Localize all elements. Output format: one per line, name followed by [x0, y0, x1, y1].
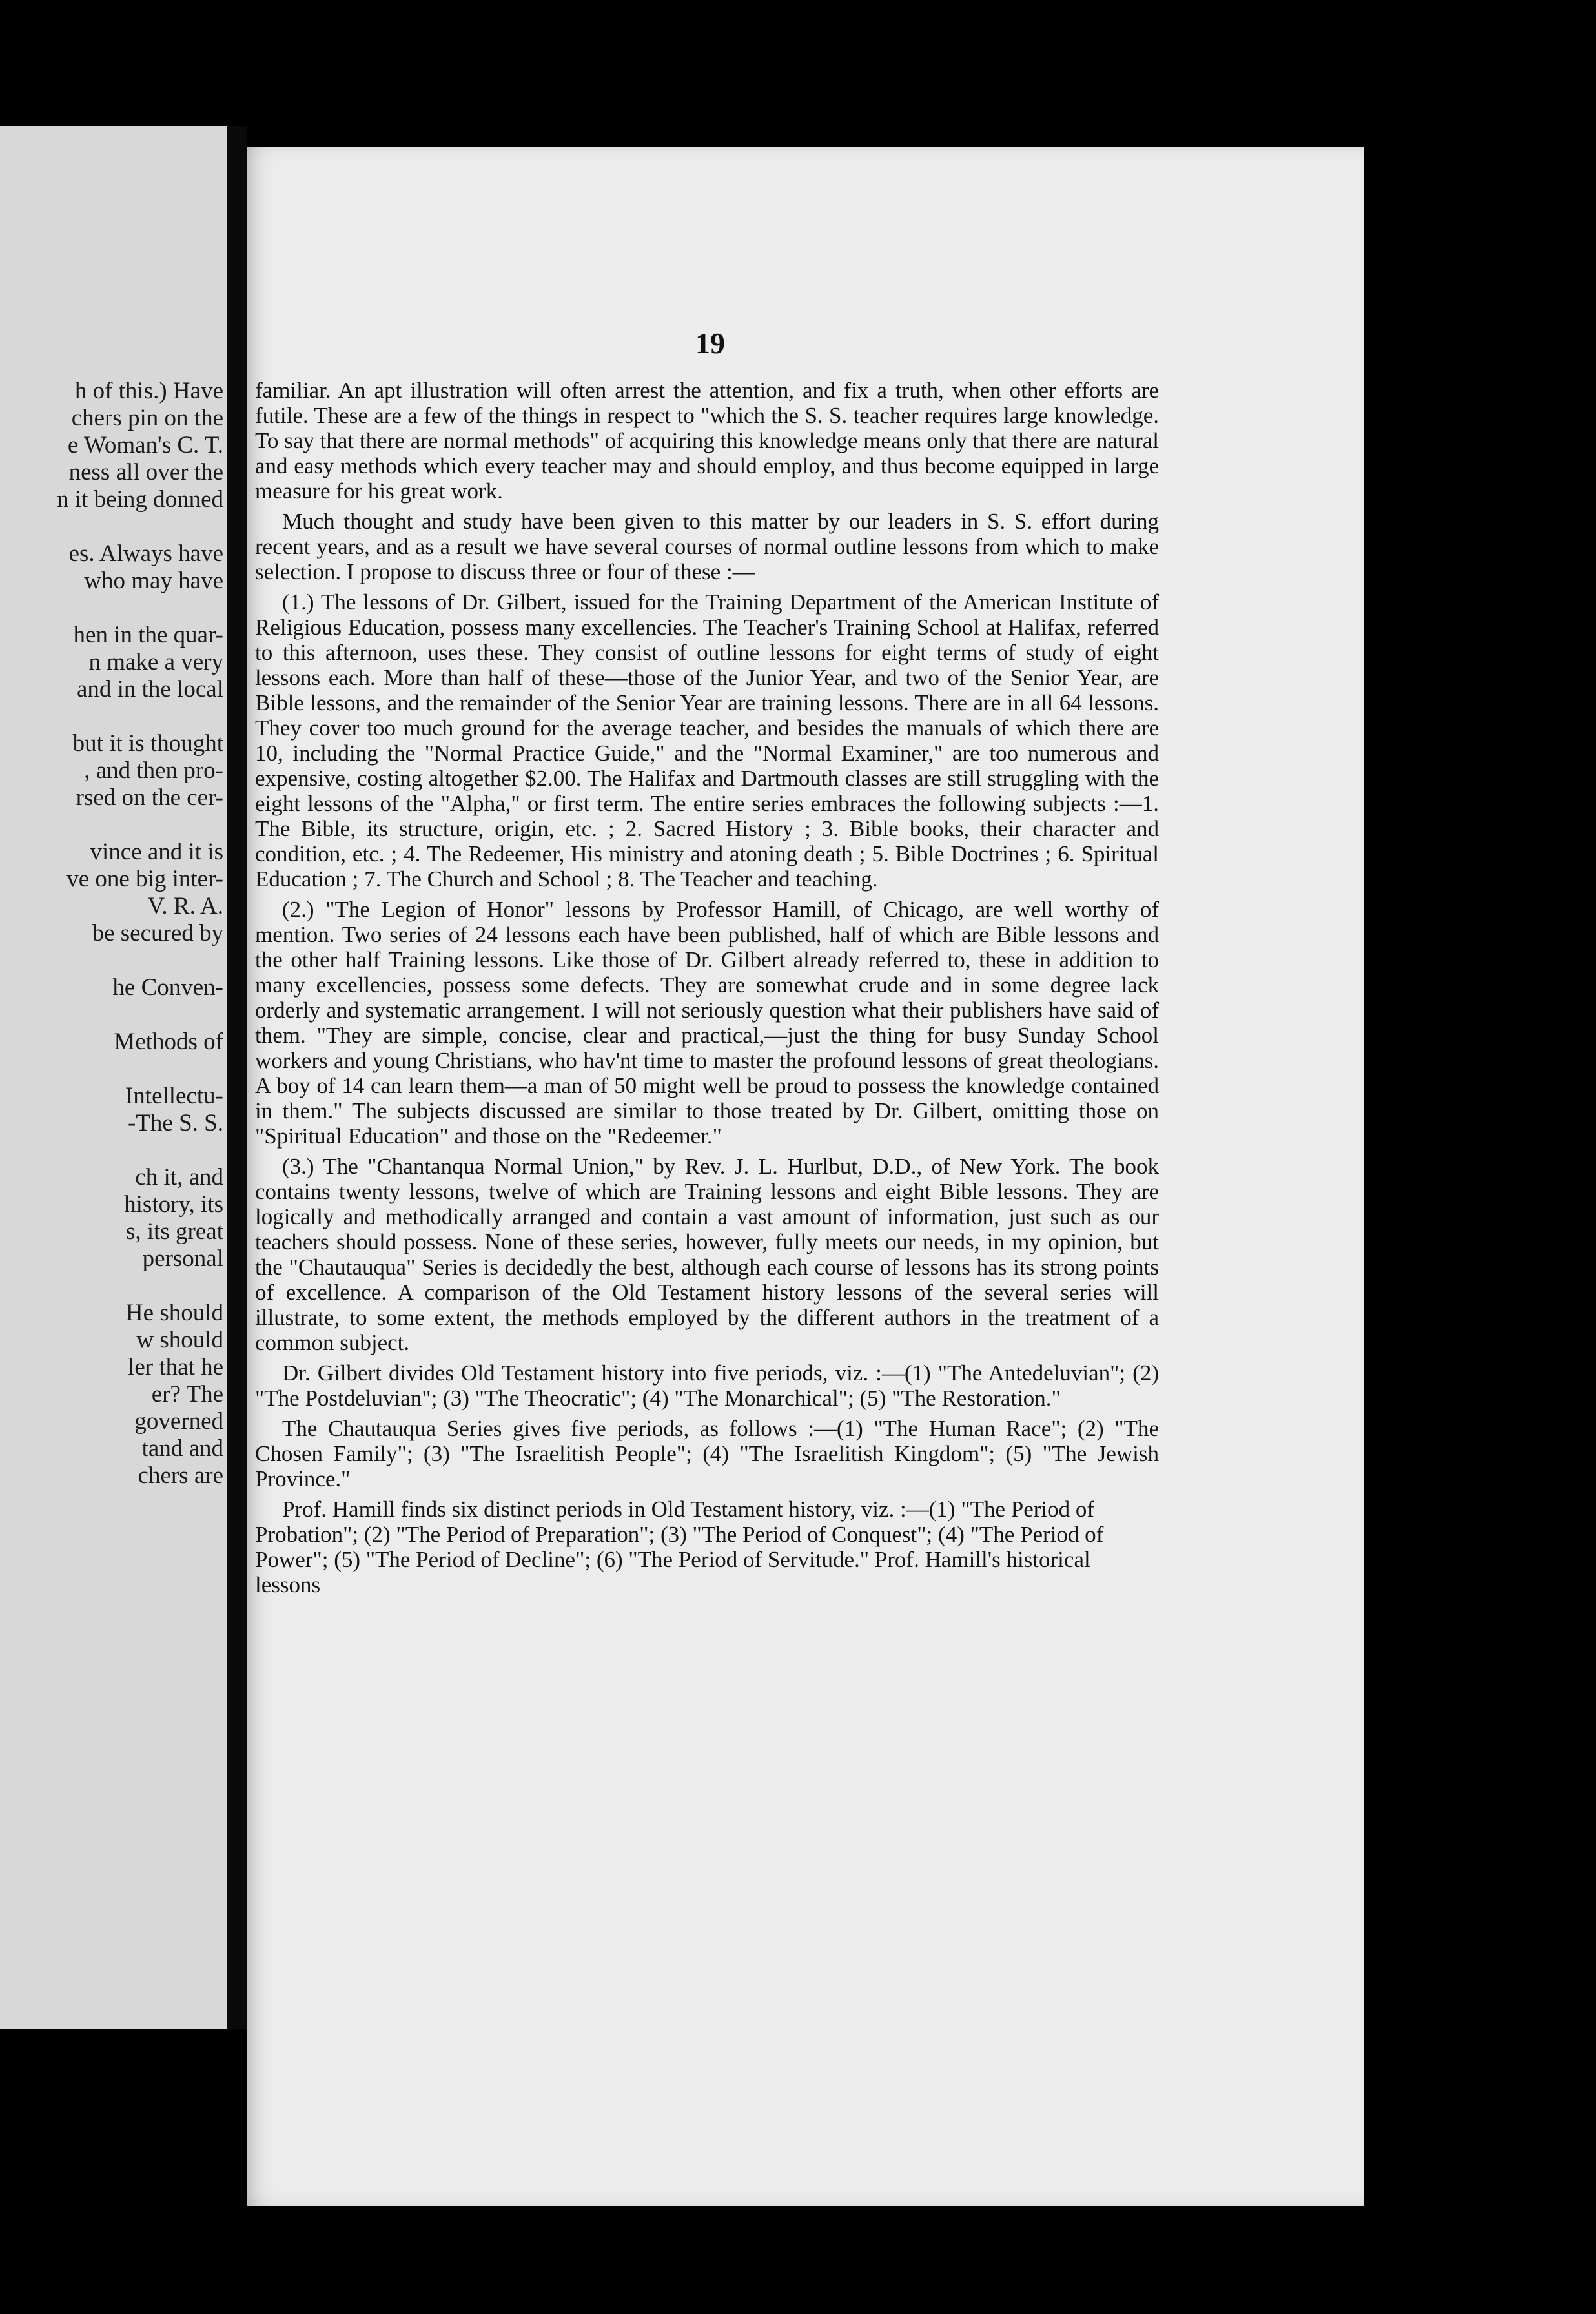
paragraph-hamill-periods: Prof. Hamill finds six distinct periods in Old Testament history, viz. :—(1) "The Period of Probation"; (2) "The Period of Preparation"; (3) "The Period of Conquest"; (4) "The Period of Power"; (5) "The Period of Decline"; (6) "The Period of Servitude." Prof. Hamill's historical lessons — [255, 1497, 1104, 1597]
facing-page-line: e Woman's C. T. — [67, 432, 223, 458]
paragraph-gilbert-lessons: (1.) The lessons of Dr. Gilbert, issued for the Training Department of the American Institute of Religious Education, possess many excellencies. The Teacher's Training School at Halifax, referred to this afternoon, uses these. They consist of outline lessons for eight terms of study of eight lessons each. More than half of these—those of the Junior Year, and two of the Senior Year, are Bible lessons, and the remainder of the Senior Year are training lessons. There are in all 64 lessons. They cover too much ground for the average teacher, and besides the manuals of which there are 10, including the "Normal Practice Guide," and the "Normal Examiner," are too numerous and expensive, costing altogether $2.00. The Halifax and Dartmouth classes are still struggling with the eight lessons of the "Alpha," or first term. The entire series embraces the following subjects :—1. The Bible, its structure, origin, etc. ; 2. Sacred History ; 3. Bible books, their character and condition, etc. ; 4. The Redeemer, His ministry and atoning death ; 5. Bible Doctrines ; 6. Spiritual Education ; 7. The Church and School ; 8. The Teacher and teaching. — [255, 589, 1159, 892]
facing-page-line: n it being donned — [57, 486, 223, 513]
facing-page-line: n make a very — [88, 649, 223, 675]
facing-page-line: He should — [125, 1300, 223, 1326]
paragraph-chautauqua-union: (3.) The "Chantanqua Normal Union," by Rev. J. L. Hurlbut, D.D., of New York. The book contains twenty lessons, twelve of which are Training lessons and eight Bible lessons. They are logically and methodically arranged and contain a vast amount of information, just such as our teachers should possess. None of these series, however, fully meets our needs, in my opinion, but the "Chautauqua" Series is decidedly the best, although each course of lessons has its strong points of excellence. A comparison of the Old Testament history lessons of the several series will illustrate, to some extent, the methods employed by the different authors in the treatment of a common subject. — [255, 1154, 1159, 1355]
facing-page-line: w should — [136, 1327, 223, 1353]
facing-page-line: h of this.) Have — [74, 378, 223, 404]
facing-page-line: history, its — [124, 1191, 223, 1218]
paragraph-gilbert-periods: Dr. Gilbert divides Old Testament history into five periods, viz. :—(1) "The Antedeluvian"; (2) "The Postdeluvian"; (3) "The Theocratic"; (4) "The Monarchical"; (5) "The Restoration." — [255, 1360, 1159, 1411]
facing-page-line: who may have — [84, 568, 223, 594]
facing-page-line: er? The — [151, 1381, 223, 1408]
facing-page-line: hen in the quar- — [73, 622, 223, 648]
paragraph-much-thought: Much thought and study have been given to this matter by our leaders in S. S. effort during recent years, and as a result we have several courses of normal outline lessons from which to make selection. I propose to discuss three or four of these :— — [255, 509, 1159, 584]
book-gutter — [227, 126, 247, 2029]
facing-page-line: tand and — [141, 1435, 223, 1462]
facing-page-line: ness all over the — [68, 459, 223, 486]
facing-page-line: rsed on the cer- — [76, 784, 223, 811]
facing-page-line: , and then pro- — [84, 757, 223, 784]
paragraph-familiar: familiar. An apt illustration will often arrest the attention, and fix a truth, when other efforts are futile. These are a few of the things in respect to "which the S. S. teacher requires large knowledge. To say that there are normal methods" of acquiring this knowledge means only that there are natural and easy methods which every teacher may and should employ, and thus become equipped in large measure for his great work. — [255, 378, 1159, 504]
facing-page-line: s, its great — [125, 1218, 223, 1245]
facing-page-line: ve one big inter- — [66, 866, 223, 892]
facing-page-line: Intellectu- — [125, 1083, 223, 1109]
facing-page-line: he Conven- — [112, 974, 223, 1001]
facing-page-line: chers are — [138, 1462, 223, 1489]
facing-page-line: V. R. A. — [147, 893, 223, 919]
facing-page-line: es. Always have — [68, 540, 223, 567]
facing-page-line: ch it, and — [135, 1164, 223, 1191]
facing-page-line: ler that he — [128, 1354, 223, 1380]
page-body — [255, 378, 1159, 1602]
facing-page-line: governed — [134, 1408, 223, 1435]
facing-page-line: but it is thought — [72, 730, 223, 757]
facing-page-line: be secured by — [92, 920, 223, 947]
facing-page-line: Methods of — [114, 1029, 223, 1055]
facing-page-line: -The S. S. — [128, 1110, 223, 1136]
facing-page-line: personal — [142, 1245, 223, 1272]
paragraph-chautauqua-periods: The Chautauqua Series gives five periods, as follows :—(1) "The Human Race"; (2) "The Chosen Family"; (3) "The Israelitish People"; (4) "The Israelitish Kingdom"; (5) "The Jewish Province." — [255, 1416, 1159, 1491]
facing-page-line: and in the local — [76, 676, 223, 702]
facing-page — [0, 126, 227, 2029]
page-number: 19 — [695, 327, 725, 360]
facing-page-line: vince and it is — [90, 839, 223, 865]
paragraph-legion-of-honor: (2.) "The Legion of Honor" lessons by Professor Hamill, of Chicago, are well worthy of mention. Two series of 24 lessons each have been published, half of which are Bible lessons and the other half Training lessons. Like those of Dr. Gilbert already referred to, these in addition to many excellencies, possess some defects. They are somewhat crude and in some degree lack orderly and systematic arrangement. I will not seriously question what their publishers have said of them. "They are simple, concise, clear and practical,—just the thing for busy Sunday School workers and young Christians, who hav'nt time to master the profound lessons of great theologians. A boy of 14 can learn them—a man of 50 might well be proud to possess the knowledge contained in them." The subjects discussed are similar to those treated by Dr. Gilbert, omitting those on "Spiritual Education" and those on the "Redeemer." — [255, 897, 1159, 1149]
facing-page-line: chers pin on the — [71, 405, 223, 431]
